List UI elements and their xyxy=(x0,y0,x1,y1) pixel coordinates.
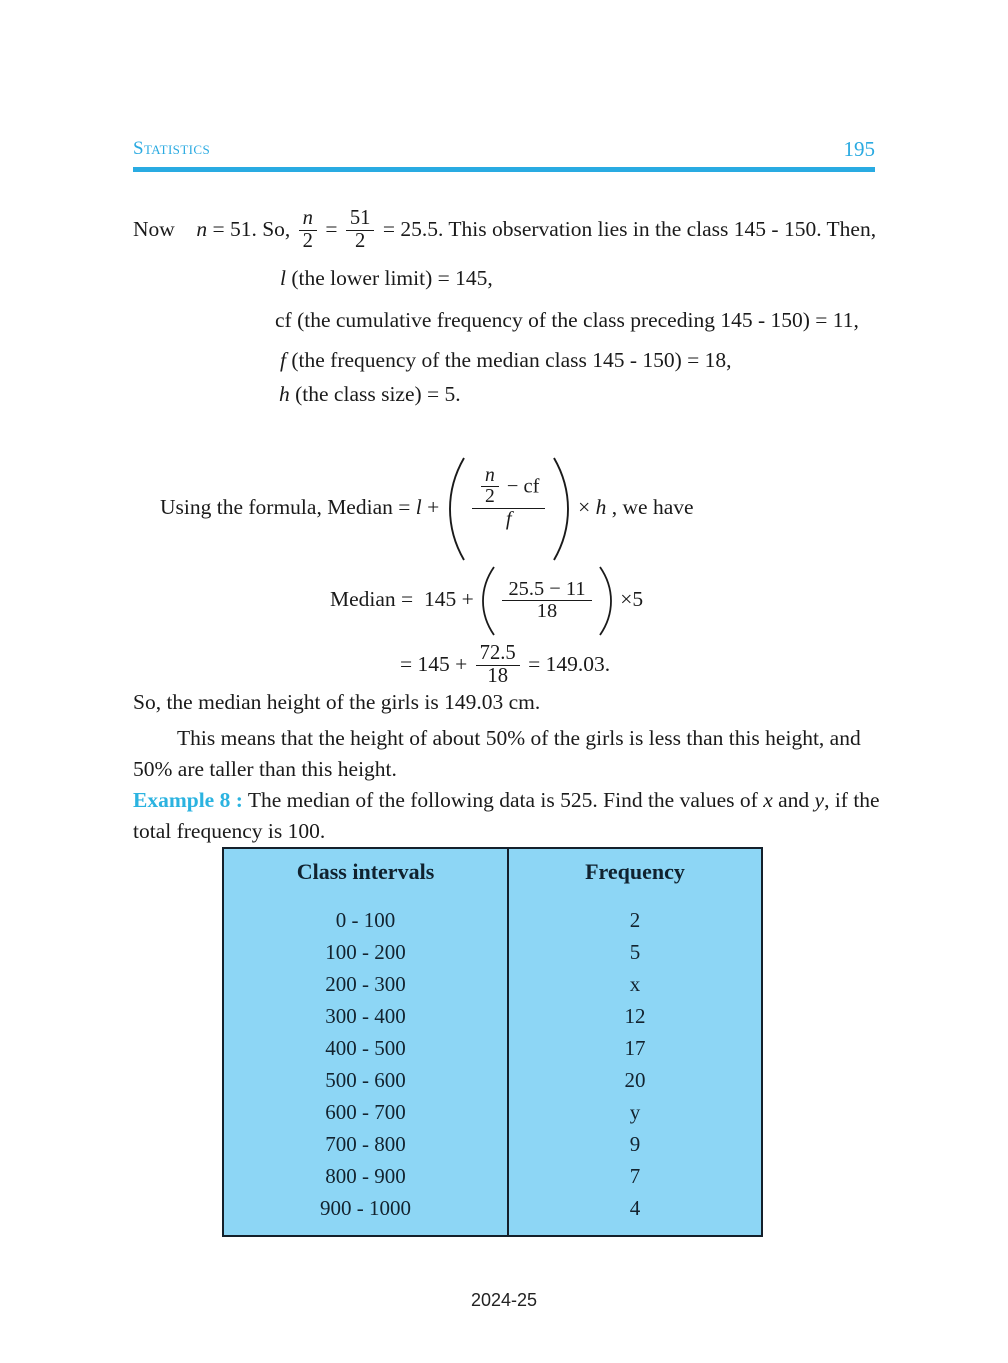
table-row xyxy=(223,968,762,1000)
definition-cumulative-frequency xyxy=(275,305,859,336)
median-fraction xyxy=(502,579,591,623)
formula-plus: + xyxy=(427,494,440,519)
line-now-computation xyxy=(133,208,893,253)
median-times-5: ×5 xyxy=(620,586,644,611)
equals-25-5: = 25.5 xyxy=(382,217,438,242)
running-head xyxy=(133,138,875,164)
cell-class-interval: 700 - 800 xyxy=(223,1128,508,1160)
table-row xyxy=(223,1128,762,1160)
symbol-h: h xyxy=(279,382,290,406)
fraction-denominator: 18 xyxy=(487,664,508,687)
formula-suffix: , we have xyxy=(611,494,694,519)
paragraph-interpretation: This means that the height of about 50% of the girls is less than this height, and 50% are taller than this height. xyxy=(133,726,861,782)
cell-frequency: 9 xyxy=(508,1128,762,1160)
table-row xyxy=(223,1160,762,1192)
example-8-statement xyxy=(133,785,881,847)
table-row xyxy=(223,1032,762,1064)
median-base: 145 + xyxy=(423,586,474,611)
table-row xyxy=(223,936,762,968)
formula-fraction-numerator xyxy=(472,466,545,510)
formula-symbol-h: h xyxy=(595,494,607,519)
right-paren-icon xyxy=(597,565,615,637)
fraction-72-5-over-18 xyxy=(476,643,520,688)
header-rule xyxy=(133,167,875,172)
cell-frequency: 17 xyxy=(508,1032,762,1064)
formula-prefix: Using the formula, Median = xyxy=(160,494,411,519)
fraction-denominator: 2 xyxy=(485,486,495,508)
cell-class-interval: 600 - 700 xyxy=(223,1096,508,1128)
formula-symbol-l: l xyxy=(415,494,422,519)
median-result-eq: = 145 + xyxy=(400,652,468,677)
cell-frequency: 4 xyxy=(508,1192,762,1236)
line-median-result xyxy=(400,643,610,688)
median-label: Median = xyxy=(330,586,414,611)
example-text-part-2: and xyxy=(772,788,815,812)
left-paren-icon xyxy=(445,455,467,563)
fraction-51-over-2 xyxy=(346,208,375,253)
n-symbol: n xyxy=(196,217,208,242)
cell-class-interval: 500 - 600 xyxy=(223,1064,508,1096)
fraction-denominator: 2 xyxy=(302,229,313,252)
fraction-numerator: 51 xyxy=(346,208,375,231)
equals-sign-1: = xyxy=(325,217,338,242)
fraction-numerator: n xyxy=(299,208,317,231)
formula-times: × xyxy=(578,494,591,519)
symbol-cf: cf xyxy=(275,308,292,332)
cell-frequency: 12 xyxy=(508,1000,762,1032)
table-row xyxy=(223,895,762,936)
cell-frequency: x xyxy=(508,968,762,1000)
median-fraction-denominator: 18 xyxy=(536,600,558,623)
fraction-n-over-2 xyxy=(299,208,317,253)
example-text-part-3: , if the total frequency is 100. xyxy=(133,788,880,844)
definition-class-size xyxy=(279,379,461,410)
cell-class-interval: 800 - 900 xyxy=(223,1160,508,1192)
cell-class-interval: 400 - 500 xyxy=(223,1032,508,1064)
definition-text: (the lower limit) = 145, xyxy=(291,266,493,290)
fraction-denominator: 2 xyxy=(355,229,366,252)
definition-text: (the frequency of the median class 145 - 150) = 18, xyxy=(291,348,732,372)
cell-frequency: 2 xyxy=(508,895,762,936)
cell-frequency: 20 xyxy=(508,1064,762,1096)
symbol-l: l xyxy=(280,266,286,290)
table-row xyxy=(223,1000,762,1032)
cell-class-interval: 300 - 400 xyxy=(223,1000,508,1032)
table-header-row xyxy=(223,848,762,895)
cell-frequency: y xyxy=(508,1096,762,1128)
example-var-y: y xyxy=(814,788,825,812)
example-text-part-1: The median of the following data is 525. Find the values of xyxy=(242,788,764,812)
median-result-value: = 149.03. xyxy=(528,652,611,677)
frequency-distribution-table xyxy=(222,847,762,1237)
fraction-numerator: 72.5 xyxy=(476,643,520,666)
page-number: 195 xyxy=(843,137,875,161)
cell-class-interval: 0 - 100 xyxy=(223,895,508,936)
definition-frequency xyxy=(280,345,732,376)
page-footer: 2024-25 xyxy=(470,1290,538,1310)
now-lead: Now xyxy=(133,217,175,242)
cell-frequency: 5 xyxy=(508,936,762,968)
symbol-f: f xyxy=(280,348,286,372)
column-header-frequency: Frequency xyxy=(508,848,762,895)
line-median-conclusion: So, the median height of the girls is 149.03 cm. xyxy=(133,690,541,714)
column-header-class-intervals: Class intervals xyxy=(223,848,508,895)
n-value: = 51. So, xyxy=(212,217,291,242)
cell-class-interval: 900 - 1000 xyxy=(223,1192,508,1236)
line-median-formula xyxy=(160,455,694,563)
definition-lower-limit xyxy=(280,263,493,294)
median-fraction-numerator: 25.5 − 11 xyxy=(502,579,591,601)
table-row xyxy=(223,1192,762,1236)
minus-cf: − cf xyxy=(506,475,540,498)
cell-class-interval: 200 - 300 xyxy=(223,968,508,1000)
table-body xyxy=(223,895,762,1236)
formula-fraction xyxy=(472,466,545,531)
cell-frequency: 7 xyxy=(508,1160,762,1192)
left-paren-icon xyxy=(479,565,497,637)
definition-text: (the cumulative frequency of the class preceding 145 - 150) = 11, xyxy=(297,308,859,332)
cell-class-interval: 100 - 200 xyxy=(223,936,508,968)
formula-fraction-denominator: f xyxy=(505,508,512,531)
right-paren-icon xyxy=(551,455,573,563)
fraction-numerator: n xyxy=(481,466,499,488)
example-var-x: x xyxy=(763,788,773,812)
running-head-title: Statistics xyxy=(133,138,211,159)
fraction-n-over-2 xyxy=(481,466,499,509)
table-row xyxy=(223,1064,762,1096)
line-median-substitution xyxy=(330,565,643,637)
now-tail: . This observation lies in the class 145 - 150. Then, xyxy=(438,217,877,242)
definition-text: (the class size) = 5. xyxy=(295,382,461,406)
table-row xyxy=(223,1096,762,1128)
example-label: Example 8 : xyxy=(133,788,243,812)
